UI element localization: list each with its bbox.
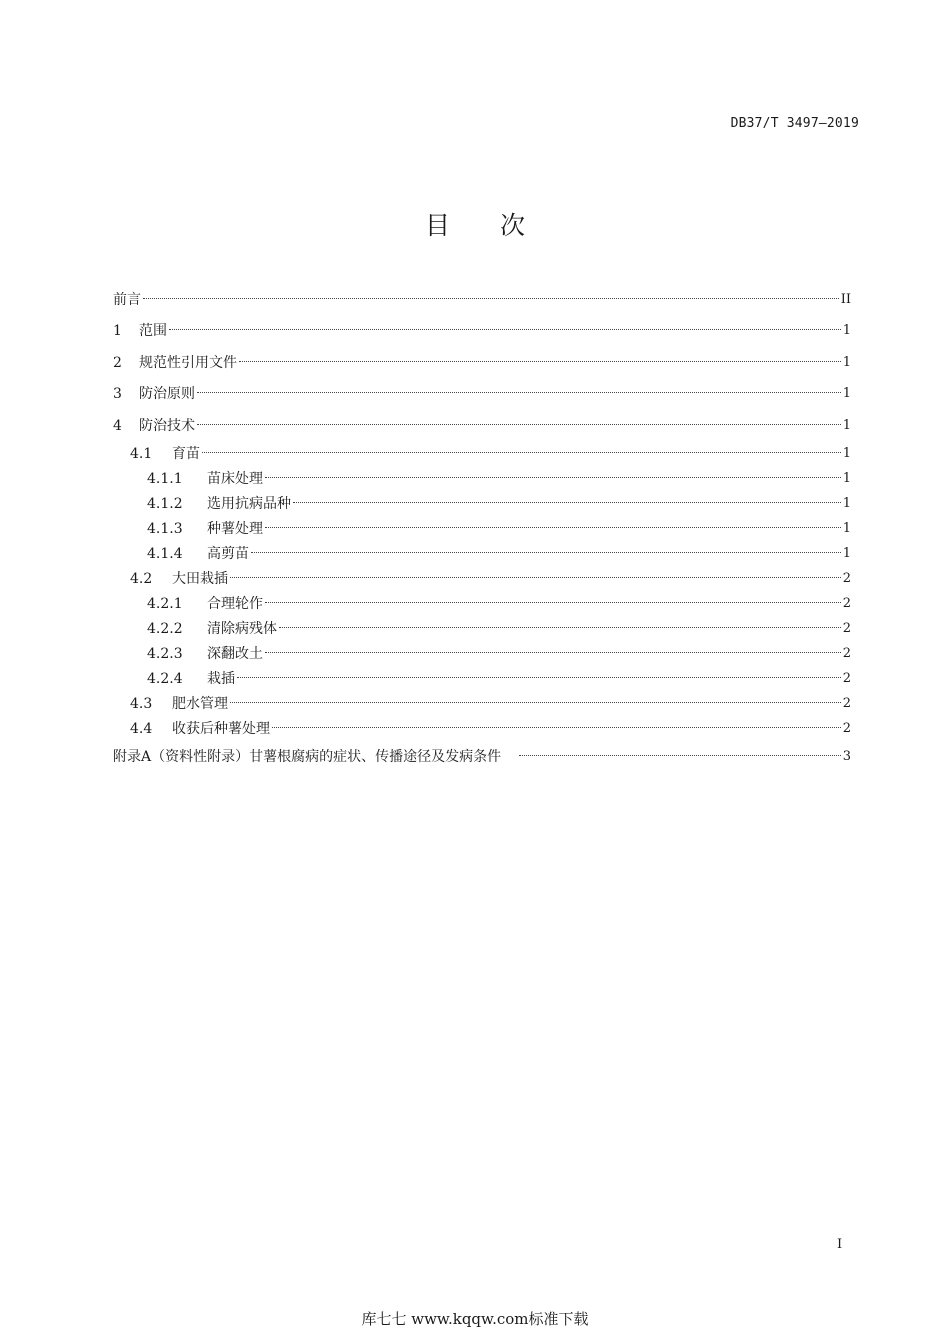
toc-number: 4.2.1 — [147, 596, 183, 612]
toc-number: 4.2.3 — [147, 646, 183, 662]
toc-label: 种薯处理 — [207, 521, 263, 537]
toc-entry-4-1-3[interactable] — [113, 517, 851, 542]
toc-label: 附录A（资料性附录）甘薯根腐病的症状、传播途径及发病条件 — [113, 749, 502, 766]
leader-dots — [293, 501, 841, 503]
leader-dots — [279, 626, 841, 628]
table-of-contents — [113, 284, 851, 773]
leader-dots — [230, 576, 841, 578]
toc-entry-4-1-4[interactable] — [113, 542, 851, 567]
toc-number: 1 — [113, 323, 122, 340]
toc-number: 4.2 — [130, 571, 153, 587]
toc-label: 栽插 — [207, 671, 235, 687]
toc-entry-4-2-4[interactable] — [113, 667, 851, 692]
toc-page: 1 — [842, 386, 851, 402]
toc-entry-3[interactable] — [113, 379, 851, 411]
leader-dots — [265, 526, 841, 528]
toc-page: 2 — [842, 596, 851, 611]
toc-page: 1 — [842, 446, 851, 461]
leader-dots — [519, 754, 841, 756]
toc-label: 育苗 — [172, 446, 200, 462]
toc-label: 规范性引用文件 — [139, 354, 237, 371]
toc-entry-4[interactable] — [113, 410, 851, 442]
toc-page: 2 — [842, 621, 851, 636]
toc-entry-4-2[interactable] — [113, 567, 851, 592]
leader-dots — [202, 451, 841, 453]
toc-entry-4-1[interactable] — [113, 442, 851, 467]
leader-dots — [143, 297, 839, 299]
toc-label: 合理轮作 — [207, 596, 263, 612]
leader-dots — [169, 328, 841, 330]
leader-dots — [230, 701, 841, 703]
toc-entry-1[interactable] — [113, 316, 851, 348]
toc-entry-4-2-3[interactable] — [113, 642, 851, 667]
toc-number: 4.3 — [130, 696, 153, 712]
leader-dots — [197, 423, 841, 425]
toc-number: 4.1.1 — [147, 471, 183, 487]
toc-label: 高剪苗 — [207, 546, 249, 562]
toc-label: 苗床处理 — [207, 471, 263, 487]
toc-page: 1 — [842, 471, 851, 486]
toc-label: 肥水管理 — [172, 696, 228, 712]
toc-entry-4-1-1[interactable] — [113, 467, 851, 492]
toc-page: II — [840, 291, 851, 307]
toc-entry-foreword[interactable] — [113, 284, 851, 316]
toc-entry-appendix-a[interactable] — [113, 742, 851, 774]
toc-page: 1 — [842, 323, 851, 339]
toc-page: 2 — [842, 646, 851, 661]
toc-number: 2 — [113, 354, 122, 371]
toc-page: 2 — [842, 721, 851, 736]
page-title: 目次 — [424, 211, 575, 240]
toc-page: 2 — [842, 571, 851, 586]
toc-label: 前言 — [113, 291, 141, 308]
toc-number: 4.4 — [130, 721, 153, 737]
toc-page: 3 — [842, 749, 851, 765]
leader-dots — [265, 601, 841, 603]
leader-dots — [197, 391, 841, 393]
toc-entry-2[interactable] — [113, 347, 851, 379]
toc-number: 4.2.2 — [147, 621, 183, 637]
leader-dots — [239, 360, 841, 362]
toc-entry-4-2-2[interactable] — [113, 617, 851, 642]
toc-page: 1 — [842, 496, 851, 511]
leader-dots — [265, 651, 841, 653]
toc-label: 收获后种薯处理 — [172, 721, 270, 737]
toc-page: 2 — [842, 696, 851, 711]
toc-entry-4-3[interactable] — [113, 692, 851, 717]
toc-page: 1 — [842, 521, 851, 536]
standard-code: DB37/T 3497—2019 — [730, 116, 859, 131]
footer-watermark: 库七七 www.kqqw.com标准下载 — [361, 1310, 589, 1328]
toc-number: 4.1.3 — [147, 521, 183, 537]
toc-entry-4-1-2[interactable] — [113, 492, 851, 517]
page-number: I — [837, 1237, 843, 1252]
toc-number: 4.1.2 — [147, 496, 183, 512]
toc-entry-4-4[interactable] — [113, 717, 851, 742]
toc-label: 大田栽插 — [172, 571, 228, 587]
leader-dots — [265, 476, 841, 478]
toc-number: 4.1.4 — [147, 546, 183, 562]
toc-number: 4.1 — [130, 446, 153, 462]
toc-label: 防治技术 — [139, 417, 195, 434]
toc-label: 清除病残体 — [207, 621, 277, 637]
toc-page: 1 — [842, 354, 851, 370]
toc-page: 2 — [842, 671, 851, 686]
toc-label: 选用抗病品种 — [207, 496, 291, 512]
toc-label: 防治原则 — [139, 386, 195, 403]
toc-label: 深翻改土 — [207, 646, 263, 662]
leader-dots — [251, 551, 841, 553]
toc-number: 3 — [113, 386, 122, 403]
toc-entry-4-2-1[interactable] — [113, 592, 851, 617]
toc-number: 4 — [113, 417, 122, 434]
toc-page: 1 — [842, 546, 851, 561]
leader-dots — [272, 726, 841, 728]
toc-number: 4.2.4 — [147, 671, 183, 687]
toc-label: 范围 — [139, 323, 167, 340]
toc-page: 1 — [842, 417, 851, 433]
leader-dots — [237, 676, 841, 678]
